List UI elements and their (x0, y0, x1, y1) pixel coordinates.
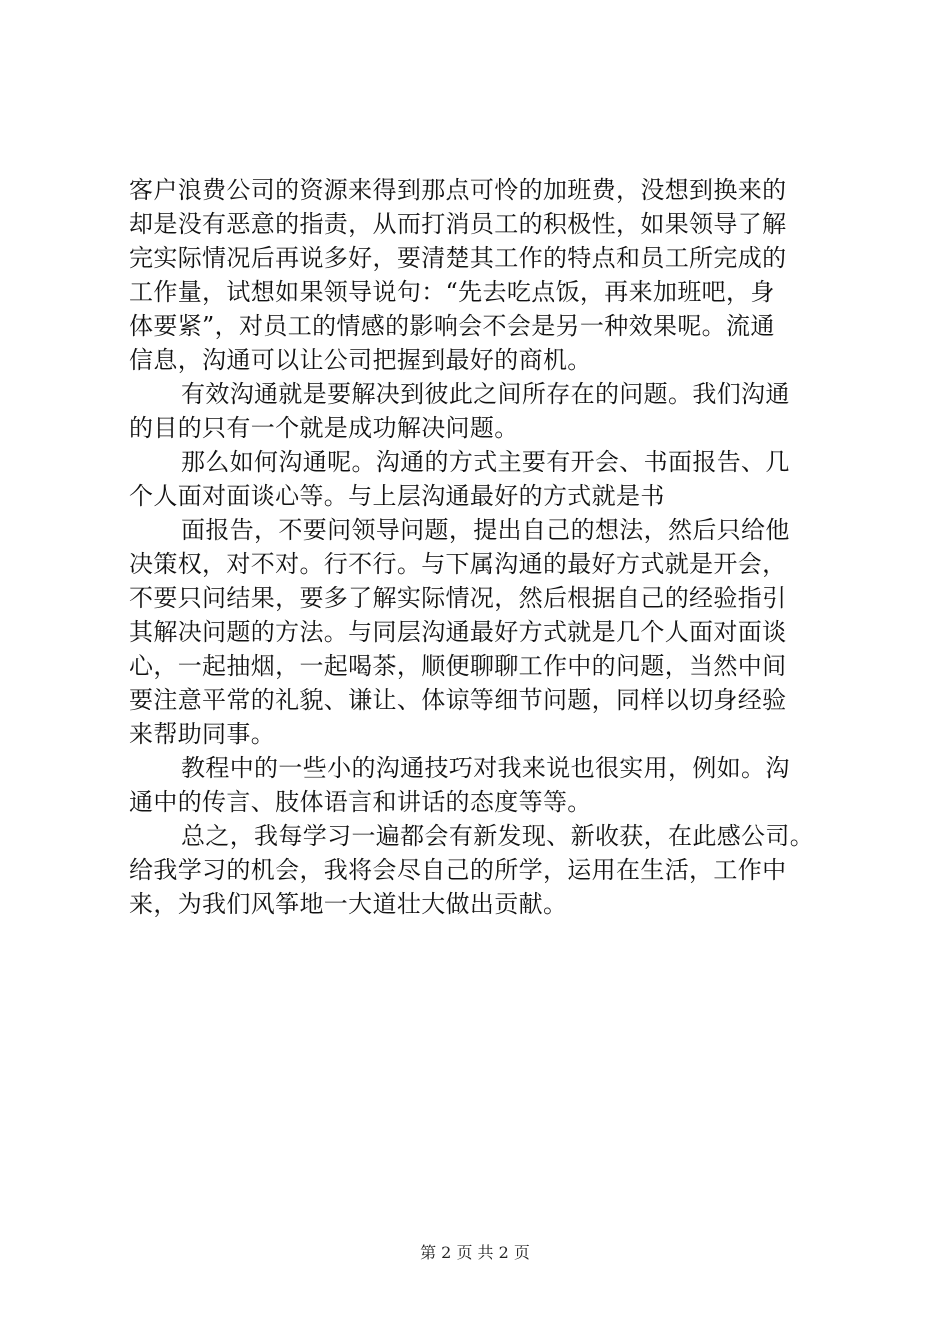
text-line: 心，一起抽烟，一起喝茶，顺便聊聊工作中的问题，当然中间 (129, 652, 787, 680)
page-number-footer: 第 2 页 共 2 页 (420, 1243, 530, 1262)
text-line: 给我学习的机会，我将会尽自己的所学，运用在生活，工作中 (129, 856, 787, 884)
text-line: 完实际情况后再说多好，要清楚其工作的特点和员工所完成的 (129, 244, 787, 272)
paragraph-first-line: 面报告，不要问领导问题，提出自己的想法，然后只给他 (181, 516, 790, 544)
text-line: 工作量，试想如果领导说句：“先去吃点饭，再来加班吧，身 (129, 278, 775, 306)
text-line: 来帮助同事。 (129, 720, 276, 748)
text-line: 要注意平常的礼貌、谦让、体谅等细节问题，同样以切身经验 (129, 686, 787, 714)
text-line: 来，为我们风筝地一大道壮大做出贡献。 (129, 890, 568, 918)
text-line: 信息，沟通可以让公司把握到最好的商机。 (129, 346, 592, 374)
text-line: 不要只问结果，要多了解实际情况，然后根据自己的经验指引 (129, 584, 787, 612)
text-line: 客户浪费公司的资源来得到那点可怜的加班费，没想到换来的 (129, 176, 787, 204)
text-line: 个人面对面谈心等。与上层沟通最好的方式就是书 (129, 482, 665, 510)
paragraph-first-line: 教程中的一些小的沟通技巧对我来说也很实用，例如。沟 (181, 754, 790, 782)
paragraph-first-line: 那么如何沟通呢。沟通的方式主要有开会、书面报告、几 (181, 448, 790, 476)
document-body (129, 173, 829, 921)
text-line: 决策权，对不对。行不行。与下属沟通的最好方式就是开会， (129, 550, 787, 578)
text-line: 却是没有恶意的指责，从而打消员工的积极性，如果领导了解 (129, 210, 787, 238)
paragraph-first-line: 总之，我每学习一遍都会有新发现、新收获，在此感公司。 (181, 822, 815, 850)
text-line: 通中的传言、肢体语言和讲话的态度等等。 (129, 788, 592, 816)
text-line: 的目的只有一个就是成功解决问题。 (129, 414, 519, 442)
text-line: 体要紧”，对员工的情感的影响会不会是另一种效果呢。流通 (129, 312, 775, 340)
paragraph-first-line: 有效沟通就是要解决到彼此之间所存在的问题。我们沟通 (181, 380, 790, 408)
text-line: 其解决问题的方法。与同层沟通最好方式就是几个人面对面谈 (129, 618, 787, 646)
